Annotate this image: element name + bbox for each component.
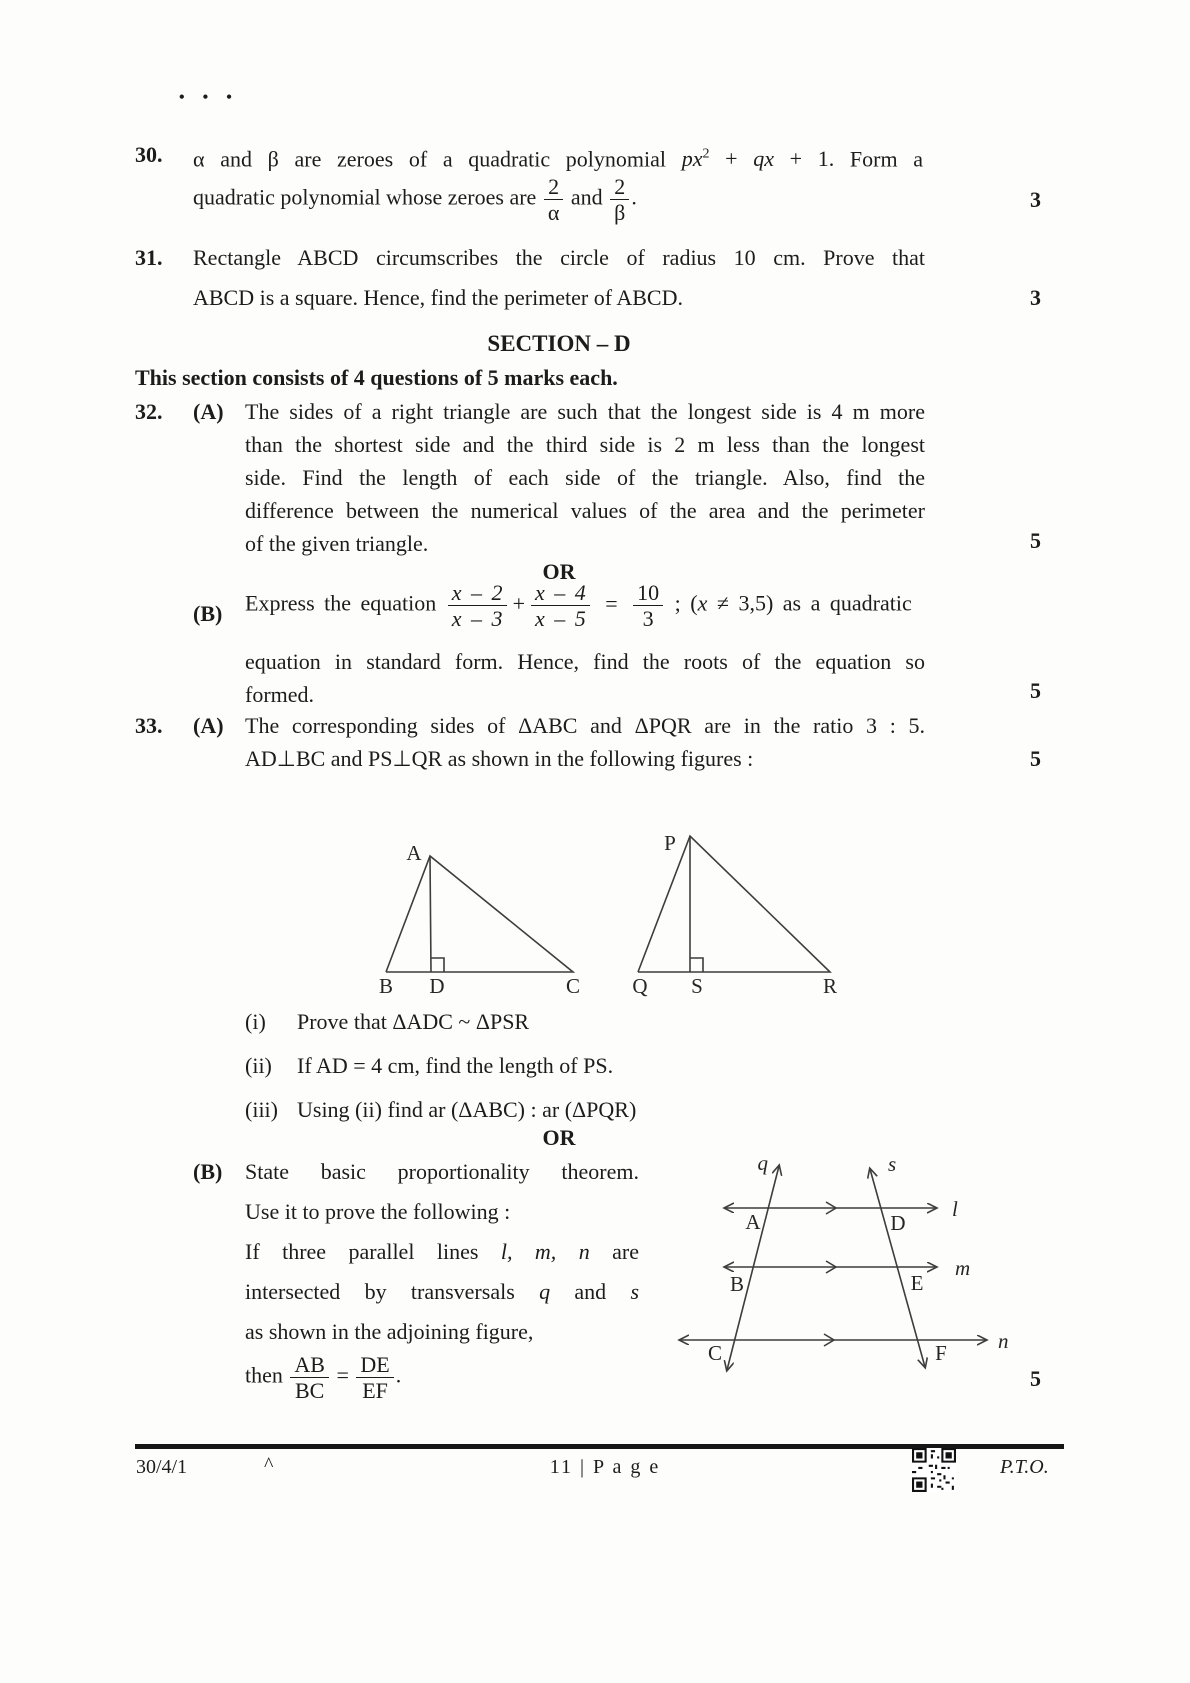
label-E: E bbox=[910, 1271, 924, 1295]
equals-sign: = bbox=[605, 590, 618, 616]
label-Q: Q bbox=[632, 974, 648, 998]
section-d-subtitle: This section consists of 4 questions of 5 marks each. bbox=[135, 365, 618, 390]
fraction-10-over-3: $\frac{10}{3}$ bbox=[631, 580, 665, 631]
footer-paper-code: 30/4/1 bbox=[136, 1456, 188, 1478]
q33b-line2: Use it to prove the following : bbox=[245, 1199, 511, 1224]
fraction-de-over-ef: $\frac{DE}{EF}$ bbox=[354, 1352, 395, 1403]
q33b-line3 bbox=[245, 1238, 639, 1265]
q32b-marks: 5 bbox=[1030, 678, 1041, 703]
q33b-line4-pre: intersected by transversals bbox=[245, 1279, 515, 1304]
parallel-lines-figure bbox=[640, 1140, 1020, 1390]
label-n: n bbox=[998, 1329, 1009, 1353]
q32b-condition: ; (x ≠ 3,5) bbox=[674, 590, 774, 616]
q32b-post-text: as a quadratic bbox=[782, 590, 912, 616]
q33b-equals-sign: = bbox=[336, 1362, 349, 1388]
q33b-line4-var-s: s bbox=[630, 1279, 640, 1304]
q30-line1 bbox=[193, 141, 923, 172]
q30-poly: $px^2$ + qx + 1. bbox=[681, 146, 835, 172]
label-B: B bbox=[729, 1272, 745, 1296]
q32b-line3: formed. bbox=[245, 682, 315, 707]
q32b-label: (B) bbox=[193, 601, 223, 626]
fraction-ab-over-bc: $\frac{AB}{BC}$ bbox=[288, 1352, 331, 1403]
qr-code bbox=[912, 1448, 956, 1492]
q33a-item3-text: Using (ii) find ar (ΔABC) : ar (ΔPQR) bbox=[297, 1097, 637, 1122]
label-q: q bbox=[757, 1151, 768, 1175]
footer-page-label: 11 | P a g e bbox=[549, 1456, 661, 1478]
q33a-item2-text: If AD = 4 cm, find the length of PS. bbox=[297, 1053, 614, 1078]
q30-line2-text: quadratic polynomial whose zeroes are bbox=[193, 184, 537, 210]
label-l: l bbox=[952, 1197, 958, 1221]
q32b-line2: equation in standard form. Hence, find the roots of the equation so bbox=[245, 649, 925, 674]
q32b-pre-text: Express the equation bbox=[245, 590, 437, 616]
q33a-line2: AD⊥BC and PS⊥QR as shown in the following figures : bbox=[245, 746, 754, 771]
label-R: R bbox=[822, 974, 838, 998]
q31-line1: Rectangle ABCD circumscribes the circle of radius 10 cm. Prove that bbox=[193, 245, 925, 270]
label-A: A bbox=[745, 1210, 761, 1234]
q32-or-separator: OR bbox=[542, 559, 576, 584]
transversal-s bbox=[870, 1169, 925, 1367]
q32a-line4: difference between the numerical values of the area and the perimeter bbox=[245, 498, 925, 523]
label-P: P bbox=[664, 831, 676, 855]
q30-text-b: Form a bbox=[849, 146, 924, 172]
label-B: B bbox=[378, 974, 394, 998]
q33b-label: (B) bbox=[193, 1159, 223, 1184]
triangles-figure bbox=[350, 780, 870, 1005]
q33b-then-text: then bbox=[245, 1362, 283, 1388]
label-S: S bbox=[691, 974, 703, 998]
footer-pto: P.T.O. bbox=[1000, 1456, 1049, 1478]
label-C: C bbox=[707, 1341, 723, 1365]
q33b-line5: as shown in the adjoining figure, bbox=[245, 1319, 534, 1344]
q33a-item2-numeral: (ii) bbox=[245, 1053, 272, 1078]
fraction-2-over-beta: $\frac{2}{\beta}$ bbox=[608, 174, 631, 225]
q33b-line1: State basic proportionality theorem. bbox=[245, 1159, 639, 1184]
q32-number: 32. bbox=[135, 399, 163, 424]
q33a-marks: 5 bbox=[1030, 746, 1041, 771]
q30-and: and bbox=[570, 184, 603, 210]
q32a-marks: 5 bbox=[1030, 528, 1041, 553]
q30-number: 30. bbox=[135, 142, 163, 167]
right-angle-mark-d bbox=[431, 958, 444, 972]
plus-sign: + bbox=[512, 590, 525, 616]
label-m: m bbox=[955, 1256, 971, 1280]
page-top-dots: • • • bbox=[179, 89, 239, 106]
right-angle-mark-s bbox=[690, 958, 703, 972]
q32a-label: (A) bbox=[193, 399, 224, 424]
q31-number: 31. bbox=[135, 245, 163, 270]
q30-marks: 3 bbox=[1030, 187, 1041, 212]
triangle-pqr bbox=[638, 836, 830, 972]
q33b-line3-variables: l, m, n bbox=[500, 1239, 590, 1264]
q32a-line5: of the given triangle. bbox=[245, 531, 429, 556]
footer-caret-mark: ^ bbox=[264, 1454, 274, 1476]
altitude-ad bbox=[430, 856, 431, 972]
q33-or-separator: OR bbox=[542, 1125, 576, 1150]
label-C: C bbox=[565, 974, 581, 998]
q33a-label: (A) bbox=[193, 713, 224, 738]
label-A: A bbox=[406, 841, 422, 865]
q33-number: 33. bbox=[135, 713, 163, 738]
q33a-line1: The corresponding sides of ΔABC and ΔPQR are in the ratio 3 : 5. bbox=[245, 713, 925, 738]
q32a-line3: side. Find the length of each side of the triangle. Also, find the bbox=[245, 465, 925, 490]
q33b-line3-pre: If three parallel lines bbox=[245, 1239, 479, 1264]
q30-text-a: α and β are zeroes of a quadratic polynomial bbox=[193, 146, 667, 172]
label-s: s bbox=[888, 1152, 897, 1176]
q33b-line4-and: and bbox=[574, 1279, 607, 1304]
fraction-x2-over-x3: $\frac{x - 2}{x - 3}$ bbox=[446, 580, 509, 631]
q31-marks: 3 bbox=[1030, 285, 1041, 310]
label-D: D bbox=[890, 1211, 906, 1235]
q33a-item3-numeral: (iii) bbox=[245, 1097, 278, 1122]
q32a-line1: The sides of a right triangle are such that the longest side is 4 m more bbox=[245, 399, 925, 424]
triangle-abc bbox=[386, 856, 573, 972]
q33b-line4 bbox=[245, 1278, 639, 1305]
q33b-line3-post: are bbox=[612, 1239, 640, 1264]
q33a-item1-numeral: (i) bbox=[245, 1009, 266, 1034]
q33b-marks: 5 bbox=[1030, 1366, 1041, 1391]
q32b-equation-line bbox=[245, 580, 925, 631]
section-d-heading: SECTION – D bbox=[487, 331, 631, 356]
q31-line2: ABCD is a square. Hence, find the perimeter of ABCD. bbox=[193, 285, 683, 310]
label-D: D bbox=[429, 974, 445, 998]
q32a-line2: than the shortest side and the third side is 2 m less than the longest bbox=[245, 432, 925, 457]
fraction-x4-over-x5: $\frac{x - 4}{x - 5}$ bbox=[529, 580, 592, 631]
q30-line2: quadratic polynomial whose zeroes are $\frac{2}{\alpha}$ and $\frac{2}{\beta}$ . bbox=[193, 174, 637, 225]
label-F: F bbox=[935, 1341, 947, 1365]
q33a-item1-text: Prove that ΔADC ~ ΔPSR bbox=[297, 1009, 530, 1034]
fraction-2-over-alpha: $\frac{2}{\alpha}$ bbox=[542, 174, 566, 225]
q33b-line4-var-q: q bbox=[539, 1279, 551, 1304]
q33b-then-line: then $\frac{AB}{BC}$ = $\frac{DE}{EF}$ . bbox=[245, 1352, 402, 1403]
